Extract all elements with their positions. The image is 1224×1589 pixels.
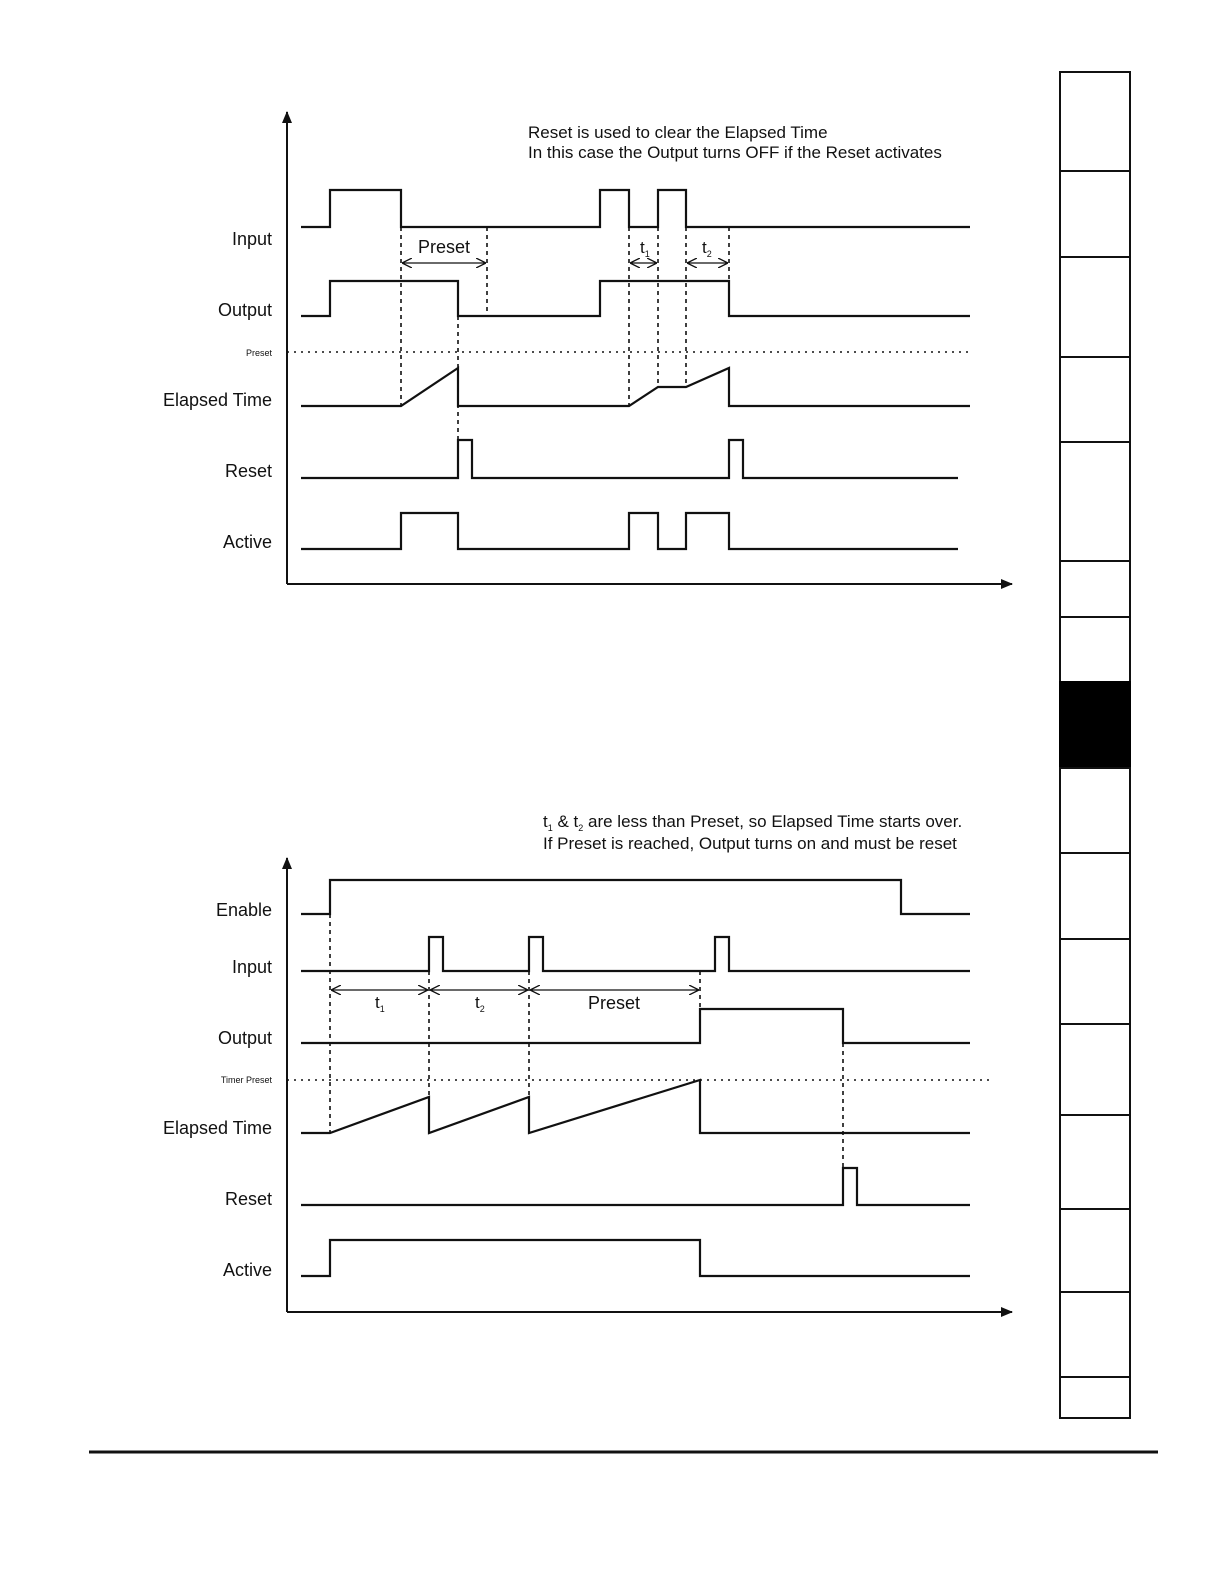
output-label: Output [217, 300, 272, 320]
input-waveform [301, 190, 970, 227]
side-tab[interactable] [1060, 561, 1130, 617]
output-waveform [301, 1009, 970, 1043]
diagram-reset-clears-elapsed [163, 112, 1012, 584]
preset-dimension-label: Preset [587, 993, 641, 1013]
side-tab[interactable] [1060, 72, 1130, 171]
output-label: Output [217, 1028, 272, 1048]
diagram-elapsed-starts-over [163, 812, 1012, 1312]
reset-label: Reset [224, 461, 272, 481]
enable-waveform [301, 880, 970, 914]
side-tab-strip [1060, 72, 1130, 1418]
t2-dimension-label: $t_2$ [475, 993, 485, 1014]
side-tab[interactable] [1060, 1024, 1130, 1115]
t2-dimension-label: $t_2$ [702, 238, 712, 259]
side-tab[interactable] [1060, 939, 1130, 1024]
side-tab[interactable] [1060, 1115, 1130, 1209]
side-tab[interactable] [1060, 442, 1130, 561]
diagram2-note-line2: If Preset is reached, Output turns on and must be reset [543, 834, 957, 853]
preset-dimension-label: Preset [417, 237, 471, 257]
t1-dimension-label: $t_1$ [375, 993, 385, 1014]
preset-line-label: Preset [245, 348, 272, 358]
input-label: Input [231, 229, 272, 249]
diagram1-note-line1: Reset is used to clear the Elapsed Time [528, 123, 828, 142]
timer-preset-line-label: Timer Preset [220, 1075, 272, 1085]
active-label: Active [222, 1260, 272, 1280]
active-waveform [301, 513, 958, 549]
elapsed-time-label: Elapsed Time [162, 390, 272, 410]
t1-dimension-label: $t_1$ [640, 238, 650, 259]
enable-label: Enable [215, 900, 272, 920]
side-tab[interactable] [1060, 1292, 1130, 1377]
reset-waveform [301, 440, 958, 478]
active-waveform [301, 1240, 970, 1276]
diagram1-note-line2: In this case the Output turns OFF if the Reset activates [528, 143, 942, 162]
reset-waveform [301, 1168, 970, 1205]
side-tab[interactable] [1060, 257, 1130, 357]
side-tab[interactable] [1060, 357, 1130, 442]
input-waveform [301, 937, 970, 971]
active-label: Active [222, 532, 272, 552]
side-tab-active[interactable] [1060, 682, 1130, 768]
side-tab[interactable] [1060, 768, 1130, 853]
side-tab[interactable] [1060, 171, 1130, 257]
side-tab[interactable] [1060, 1377, 1130, 1418]
diagram2-note-line1: $t_1$ & $t_2$ are less than Preset, so Elapsed Time starts over. [543, 812, 963, 833]
side-tab[interactable] [1060, 1209, 1130, 1292]
side-tab[interactable] [1060, 617, 1130, 682]
elapsed-time-waveform [301, 1080, 970, 1133]
elapsed-time-label: Elapsed Time [162, 1118, 272, 1138]
input-label: Input [231, 957, 272, 977]
reset-label: Reset [224, 1189, 272, 1209]
side-tab[interactable] [1060, 853, 1130, 939]
